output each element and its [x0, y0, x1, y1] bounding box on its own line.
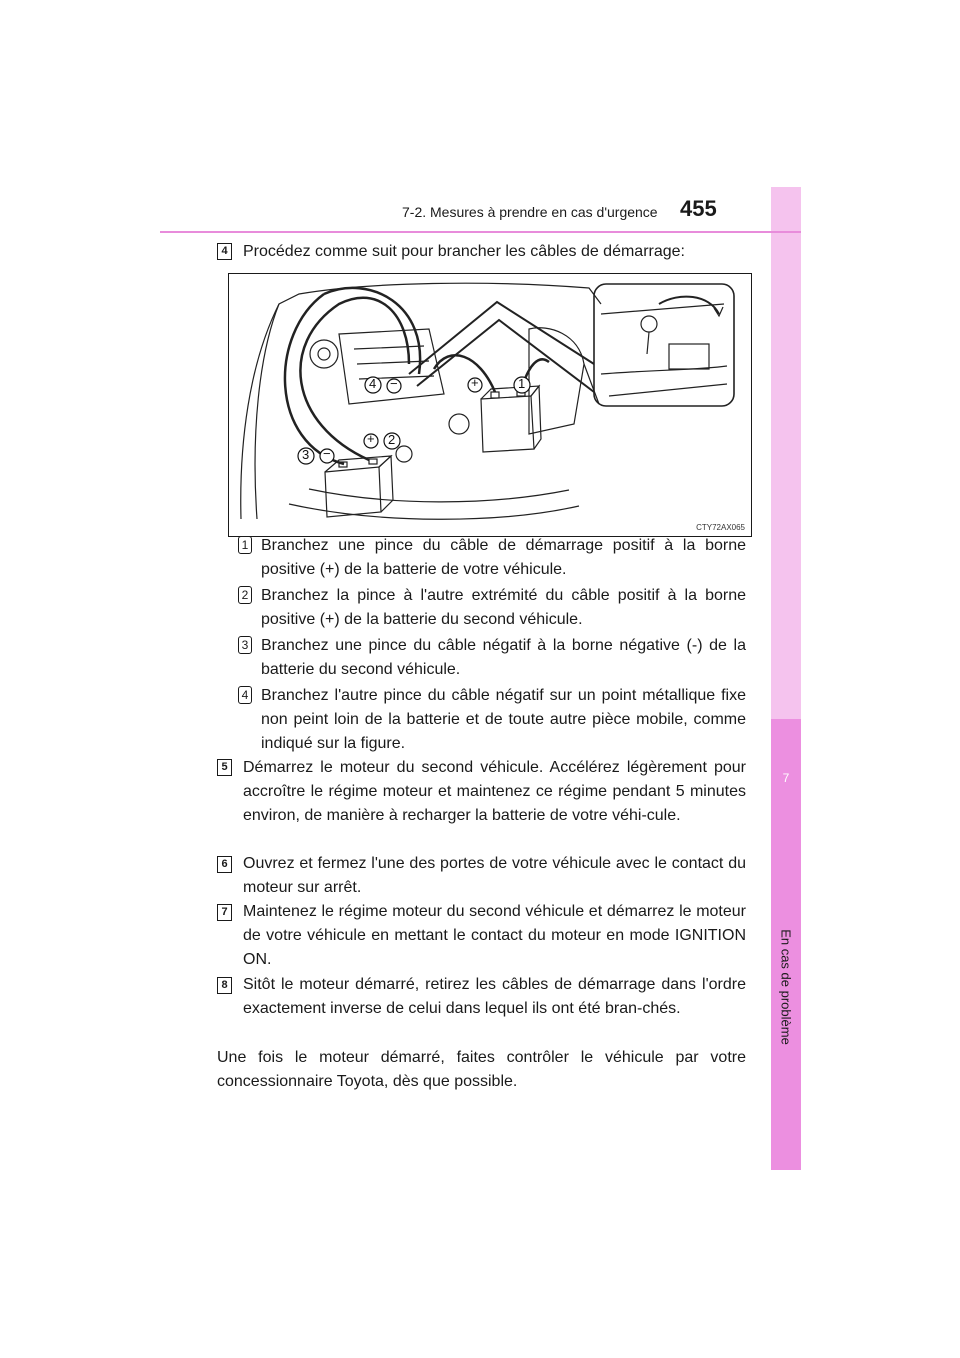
marker-number-1: 1 — [518, 376, 526, 391]
section-title: 7-2. Mesures à prendre en cas d'urgence — [402, 204, 658, 220]
step-text: Ouvrez et fermez l'une des portes de votre véhicule avec le contact du moteur sur arrêt. — [243, 855, 746, 896]
marker-number-4: 4 — [369, 376, 377, 391]
step-number-box: 8 — [217, 977, 232, 994]
substep-text: Branchez une pince du câble négatif à la borne négative (-) de la batterie du second véhicule. — [261, 637, 746, 678]
substep-number: 3 — [238, 636, 252, 654]
marker-number-3: 3 — [302, 447, 310, 462]
substep-number: 1 — [238, 536, 252, 554]
marker-sign-plus: + — [471, 375, 479, 390]
jump-start-figure — [228, 273, 752, 537]
marker-number-2: 2 — [388, 432, 396, 447]
marker-sign-minus: − — [390, 376, 398, 391]
chapter-title: En cas de problème — [778, 929, 794, 1045]
engine-bay-illustration — [229, 274, 751, 536]
step-text: Procédez comme suit pour brancher les câbles de démarrage: — [243, 243, 685, 260]
chapter-number: 7 — [782, 771, 790, 785]
step-text: Démarrez le moteur du second véhicule. Accélérez légèrement pour accroître le régime moteur et maintenez ce régime pendant 5 minutes environ, de manière à recharger la batterie de votre véhi-cule. — [243, 759, 746, 824]
step-number-box: 6 — [217, 856, 232, 873]
marker-sign-minus: − — [323, 446, 331, 461]
step-text: Maintenez le régime moteur du second véhicule et démarrez le moteur de votre véhicule en mettant le contact du moteur en mode IGNITION ON. — [243, 903, 746, 968]
figure-code: CTY72AX065 — [696, 523, 745, 532]
step-number-box: 7 — [217, 904, 232, 921]
substep-text: Branchez l'autre pince du câble négatif sur un point métallique fixe non peint loin de la batterie et de toute autre pièce mobile, comme indiqué sur la figure. — [261, 687, 746, 752]
marker-sign-plus: + — [367, 431, 375, 446]
substep-number: 2 — [238, 586, 252, 604]
step-text: Sitôt le moteur démarré, retirez les câbles de démarrage dans l'ordre exactement inverse de celui dans lequel ils ont été bran-chés. — [243, 976, 746, 1017]
substep-text: Branchez une pince du câble de démarrage positif à la borne positive (+) de la batterie de votre véhicule. — [261, 537, 746, 578]
closing-paragraph: Une fois le moteur démarré, faites contrôler le véhicule par votre concessionnaire Toyota, dès que possible. — [217, 1049, 746, 1090]
chapter-side-tab — [771, 187, 801, 1170]
step-number-box: 4 — [217, 243, 232, 260]
header-rule — [160, 231, 801, 233]
substep-text: Branchez la pince à l'autre extrémité du câble positif à la borne positive (+) de la batterie du second véhicule. — [261, 587, 746, 628]
substep-number: 4 — [238, 686, 252, 704]
step-number-box: 5 — [217, 759, 232, 776]
page-number: 455 — [680, 196, 717, 221]
